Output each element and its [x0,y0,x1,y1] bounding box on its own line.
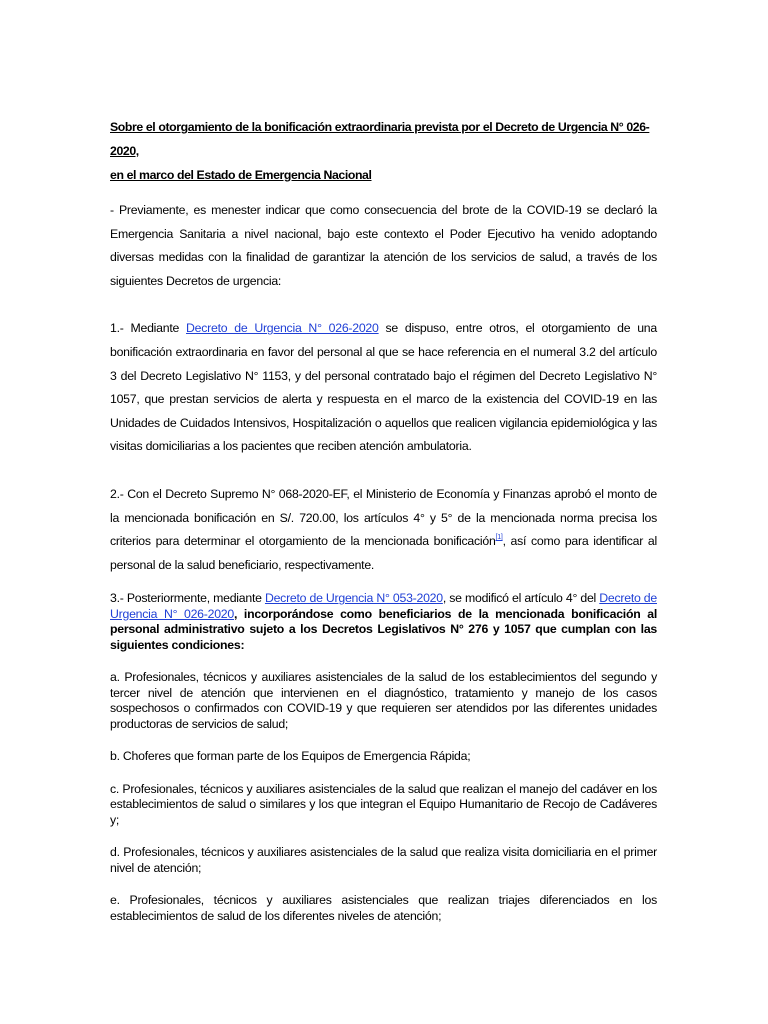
spacer [110,459,657,483]
item-1-paragraph [110,317,657,459]
title-line-1: Sobre el otorgamiento de la bonificación extraordinaria prevista por el Decreto de Urgencia N° 026-2020, [110,120,650,158]
item-2-text: 2.- Con el Decreto Supremo N° 068-2020-EF, el Ministerio de Economía y Finanzas aprobó el monto de la mencionada bonificación en S/. 720.00, los artículos 4° y 5° de la mencionada norma precisa los criterios para determinar el otorgamiento de la mencionada bonificación [110,486,657,549]
condition-c: c. Profesionales, técnicos y auxiliares asistenciales de la salud que realizan el manejo del cadáver en los establecimientos de salud o similares y los que integran el Equipo Humanitario de Recojo de Cadáveres y; [110,781,657,827]
decreto-026-2020-link-2[interactable]: Decreto de Urgencia N° 026-2020 [110,591,657,621]
condition-d: d. Profesionales, técnicos y auxiliares asistenciales de la salud que realiza visita domiciliaria en el primer nivel de atención; [110,845,657,875]
condition-a: a. Profesionales, técnicos y auxiliares asistenciales de la salud de los establecimientos del segundo y tercer nivel de atención que intervienen en el diagnóstico, tratamiento y manejo de los casos sospechosos o confirmados con COVID-19 y que requieren ser atendidos por las diferentes unidades productoras de servicios de salud; [110,670,657,731]
item-2-rest: , así como para identificar al personal de la salud beneficiario, respectivamente. [110,534,657,572]
item-3-middle: , se modificó el artículo 4° del [442,591,600,606]
item-2-paragraph [110,483,657,577]
spacer [110,653,657,670]
document-body [110,115,657,924]
spacer [110,765,657,782]
item-3-paragraph [110,591,657,653]
condition-b: b. Choferes que forman parte de los Equipos de Emergencia Rápida; [110,749,471,764]
spacer [110,187,657,199]
spacer [110,828,657,845]
item-3-bold-text: , incorporándose como beneficiarios de la mencionada bonificación al personal administrativo sujeto a los Decretos Legislativos N° 276 y 1057 que cumplan con las siguientes condiciones: [110,606,658,652]
item-3-prefix: 3.- Posteriormente, mediante [110,591,265,606]
document-title [110,115,657,187]
spacer [110,876,657,893]
footnote-1-link[interactable]: [1] [495,534,503,542]
title-line-2: en el marco del Estado de Emergencia Nacional [110,168,372,182]
decreto-053-2020-link[interactable]: Decreto de Urgencia N° 053-2020 [264,591,443,606]
decreto-026-2020-link[interactable]: Decreto de Urgencia N° 026-2020 [186,321,379,336]
condition-e: e. Profesionales, técnicos y auxiliares asistenciales que realizan triajes diferenciados en los establecimientos de salud de los diferentes niveles de atención; [110,893,657,923]
intro-paragraph: - Previamente, es menester indicar que como consecuencia del brote de la COVID-19 se declaró la Emergencia Sanitaria a nivel nacional, bajo este contexto el Poder Ejecutivo ha venido adoptando diversas medidas con la finalidad de garantizar la atención de los servicios de salud, a través de los siguientes Decretos de urgencia: [110,203,657,288]
spacer [110,577,657,591]
spacer [110,732,657,749]
item-1-text: se dispuso, entre otros, el otorgamiento de una bonificación extraordinaria en favor del personal al que se hace referencia en el numeral 3.2 del artículo 3 del Decreto Legislativo N° 1153, y del personal contratado bajo el régimen del Decreto Legislativo N° 1057, que prestan servicios de alerta y respuesta en el marco de la existencia del COVID-19 en las Unidades de Cuidados Intensivos, Hospitalización o aquellos que realicen vigilancia epidemiológica y las visitas domiciliarias a los pacientes que reciben atención ambulatoria. [110,321,657,454]
spacer [110,293,657,317]
item-1-prefix: 1.- Mediante [110,321,187,336]
